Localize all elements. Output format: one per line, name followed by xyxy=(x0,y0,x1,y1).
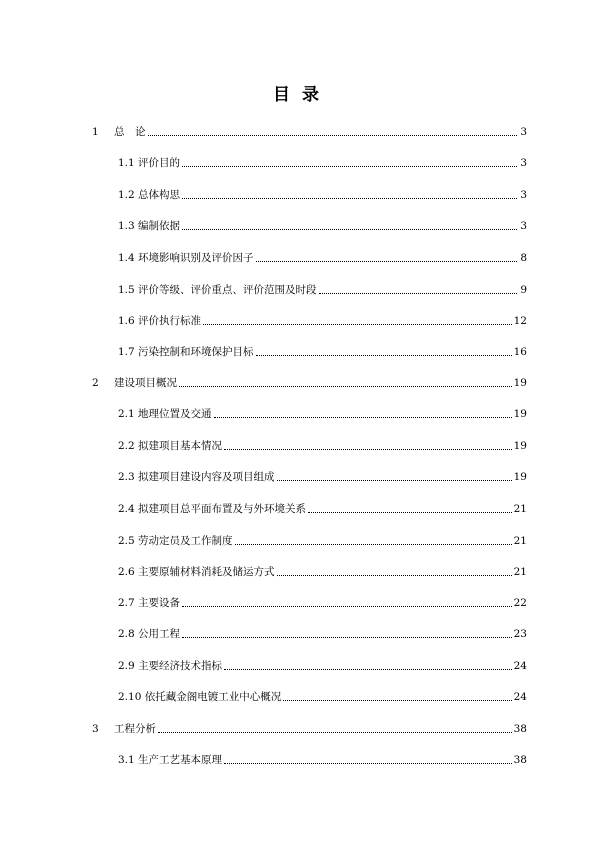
toc-entry-number: 2.2 xyxy=(118,440,135,452)
toc-entry-number: 2.10 xyxy=(118,691,142,703)
toc-entry[interactable] xyxy=(118,752,527,768)
toc-entry-page: 3 xyxy=(520,157,527,169)
toc-entry-title: 拟建项目建设内容及项目组成 xyxy=(138,471,275,483)
toc-entry-title: 拟建项目基本情况 xyxy=(138,440,223,452)
toc-entry-number: 1.2 xyxy=(118,189,135,201)
toc-entry[interactable] xyxy=(118,626,527,642)
toc-entry-number: 3.1 xyxy=(118,754,135,766)
toc-entry-page: 9 xyxy=(520,284,527,296)
toc-entry-title: 编制依据 xyxy=(138,220,181,232)
toc-leader-dots xyxy=(224,449,512,450)
toc-entry-title: 主要原辅材料消耗及储运方式 xyxy=(138,566,275,578)
toc-entry-page: 24 xyxy=(513,691,527,703)
toc-leader-dots xyxy=(158,732,512,733)
toc-entry[interactable] xyxy=(92,124,527,140)
toc-leader-dots xyxy=(308,512,512,513)
toc-entry-number: 1.5 xyxy=(118,284,135,296)
toc-entry[interactable] xyxy=(118,344,527,360)
toc-leader-dots xyxy=(182,637,512,638)
toc-entry-title: 工程分析 xyxy=(114,723,156,735)
toc-leader-dots xyxy=(256,261,517,262)
toc-entry-title: 主要设备 xyxy=(138,597,181,609)
toc-entry-number: 2.8 xyxy=(118,628,135,640)
page-title: 目 录 xyxy=(273,85,322,105)
toc-entry-page: 8 xyxy=(520,252,527,264)
toc-entry-number: 2.1 xyxy=(118,408,135,420)
toc-entry-page: 3 xyxy=(520,189,527,201)
toc-entry-title: 总体构思 xyxy=(138,189,181,201)
toc-entry-number: 1.4 xyxy=(118,252,135,264)
toc-entry-number: 2.9 xyxy=(118,660,135,672)
toc-leader-dots xyxy=(148,135,518,136)
toc-entry-page: 38 xyxy=(513,723,527,735)
toc-leader-dots xyxy=(224,669,512,670)
toc-entry-title: 总 论 xyxy=(114,126,146,138)
toc-leader-dots xyxy=(256,355,512,356)
toc-entry-title: 污染控制和环境保护目标 xyxy=(138,346,254,358)
toc-leader-dots xyxy=(224,763,512,764)
toc-leader-dots xyxy=(182,229,517,230)
toc-entry-page: 24 xyxy=(513,660,527,672)
toc-entry-title: 主要经济技术指标 xyxy=(138,660,223,672)
toc-entry-page: 23 xyxy=(513,628,527,640)
toc-entry[interactable] xyxy=(118,250,527,266)
toc-leader-dots xyxy=(182,166,517,167)
toc-entry-page: 21 xyxy=(513,535,527,547)
toc-leader-dots xyxy=(203,324,512,325)
toc-leader-dots xyxy=(277,480,512,481)
toc-entry[interactable] xyxy=(118,533,527,549)
toc-entry[interactable] xyxy=(118,155,527,171)
toc-leader-dots xyxy=(179,386,512,387)
toc-leader-dots xyxy=(319,293,517,294)
toc-entry-page: 12 xyxy=(513,315,527,327)
toc-entry-page: 19 xyxy=(513,440,527,452)
toc-entry-number: 1.3 xyxy=(118,220,135,232)
toc-entry-title: 依托藏金阁电镀工业中心概况 xyxy=(144,691,282,703)
toc-entry[interactable] xyxy=(118,187,527,203)
toc-entry[interactable] xyxy=(118,595,527,611)
toc-entry-number: 1.6 xyxy=(118,315,135,327)
toc-entry-title: 评价执行标准 xyxy=(138,315,202,327)
toc-leader-dots xyxy=(283,700,511,701)
toc-entry-page: 19 xyxy=(513,377,527,389)
toc-entry-page: 16 xyxy=(513,346,527,358)
toc-entry-title: 评价等级、评价重点、评价范围及时段 xyxy=(138,284,317,296)
toc-entry[interactable] xyxy=(118,658,527,674)
toc-entry-page: 21 xyxy=(513,566,527,578)
toc-leader-dots xyxy=(182,198,517,199)
toc-entry-title: 劳动定员及工作制度 xyxy=(138,535,233,547)
toc-entry-number: 1.7 xyxy=(118,346,135,358)
toc-entry-page: 19 xyxy=(513,408,527,420)
toc-entry-page: 22 xyxy=(513,597,527,609)
toc-entry-title: 拟建项目总平面布置及与外环境关系 xyxy=(138,503,307,515)
toc-entry[interactable] xyxy=(118,501,527,517)
toc-leader-dots xyxy=(214,417,512,418)
toc-entry-number: 2.3 xyxy=(118,471,135,483)
toc-entry[interactable] xyxy=(118,282,527,298)
toc-entry-number: 2.4 xyxy=(118,503,135,515)
toc-entry-title: 地理位置及交通 xyxy=(138,408,212,420)
toc-entry-number: 2.6 xyxy=(118,566,135,578)
toc-entry-number: 2.7 xyxy=(118,597,135,609)
toc-entry[interactable] xyxy=(118,689,527,705)
toc-entry-title: 公用工程 xyxy=(138,628,181,640)
toc-entry[interactable] xyxy=(118,218,527,234)
toc-entry-page: 3 xyxy=(520,220,527,232)
toc-entry[interactable] xyxy=(118,438,527,454)
toc-entry-number: 2 xyxy=(92,377,99,389)
toc-entry-page: 21 xyxy=(513,503,527,515)
toc-leader-dots xyxy=(182,606,512,607)
toc-entry-title: 建设项目概况 xyxy=(114,377,177,389)
toc-entry[interactable] xyxy=(118,469,527,485)
toc-entry[interactable] xyxy=(92,721,527,737)
toc-entry-title: 生产工艺基本原理 xyxy=(138,754,223,766)
toc-entry-page: 38 xyxy=(513,754,527,766)
toc-entry-title: 评价目的 xyxy=(138,157,181,169)
toc-entry-number: 3 xyxy=(92,723,99,735)
toc-leader-dots xyxy=(277,575,512,576)
toc-entry[interactable] xyxy=(118,313,527,329)
toc-entry-title: 环境影响识别及评价因子 xyxy=(138,252,254,264)
toc-entry-number: 2.5 xyxy=(118,535,135,547)
toc-entry[interactable] xyxy=(118,564,527,580)
toc-entry-number: 1 xyxy=(92,126,99,138)
toc-entry-page: 19 xyxy=(513,471,527,483)
toc-entry-page: 3 xyxy=(520,126,527,138)
toc-leader-dots xyxy=(235,544,512,545)
toc-entry-number: 1.1 xyxy=(118,157,135,169)
toc-entry[interactable] xyxy=(92,375,527,391)
toc-entry[interactable] xyxy=(118,406,527,422)
